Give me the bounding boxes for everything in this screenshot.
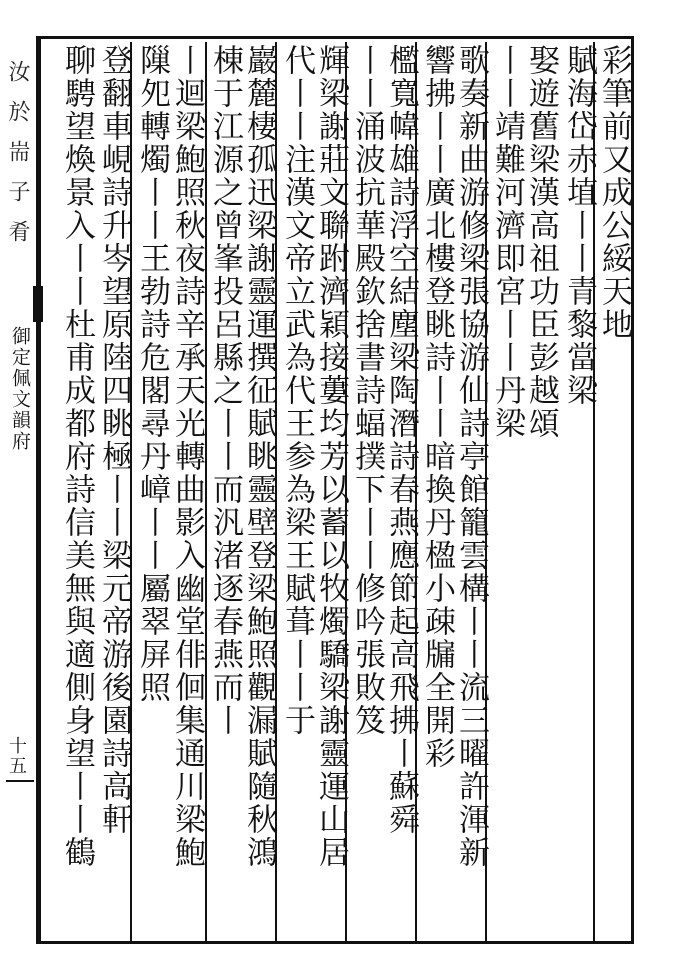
text-column: 巖麓棲孤迅梁謝靈運撰征賦眺靈壁登梁鮑照觀漏賦隨秋鴻: [241, 44, 277, 869]
text-column: 聊騁望煥景入丨丨杜甫成都府詩信美無與適側身望丨丨鶴: [59, 44, 95, 869]
text-column: 彩筆前又成公綏天地: [596, 44, 632, 341]
left-margin: [0, 0, 38, 968]
text-column: 棟于江源之曾峯投呂縣之丨丨而汎渚逐春燕而丨: [207, 44, 243, 737]
text-column: 隟夗轉燭丨丨王勃詩危閣尋丹嶂丨丨屬翠屏照: [134, 44, 170, 704]
text-column: 輝梁謝莊文聯跗濟穎接蔞均芳以蓄以牧燭驕梁謝靈運山居: [313, 44, 349, 869]
text-column: 丨丨靖難河濟即宮丨丨丹梁: [489, 44, 525, 440]
book-title: 御定佩文韻府: [9, 326, 31, 452]
text-column: 檻寬幃雄詩浮空結塵梁陶潛詩春燕應節起高飛拂丨蘇舜: [383, 44, 419, 836]
text-column: 代丨丨注漢文帝立武為代王参為梁王賦葺丨丨于: [279, 44, 315, 737]
text-column: 響拂丨丨廣北樓登眺詩丨丨暗換丹楹小疎牖全開彩: [419, 44, 455, 770]
page-number: 十五: [6, 736, 27, 776]
text-column: 登翻車峴詩升岑望原陸四眺極丨丨梁元帝游後園詩高軒: [96, 44, 132, 836]
text-column: 丨丨涌波抗華殿欽捨書詩蝠撲下丨丨修吟張敗笈: [349, 44, 385, 737]
text-column: 歌奏新曲游修梁張協游仙詩亭館籠雲構丨丨流三曜許渾新: [453, 44, 489, 869]
text-column: 丨迴梁鮑照秋夜詩辛承天光轉曲影入幽堂俳佪集通川梁鮑: [169, 44, 205, 869]
bleed-through-text: 汝於耑子肴: [5, 60, 30, 260]
page-number-rule: [6, 780, 34, 782]
text-column: 賦海岱赤埴丨丨青黎當梁: [561, 44, 597, 407]
text-column: 娶遊舊梁漢高祖功臣彭越頌: [523, 44, 559, 440]
